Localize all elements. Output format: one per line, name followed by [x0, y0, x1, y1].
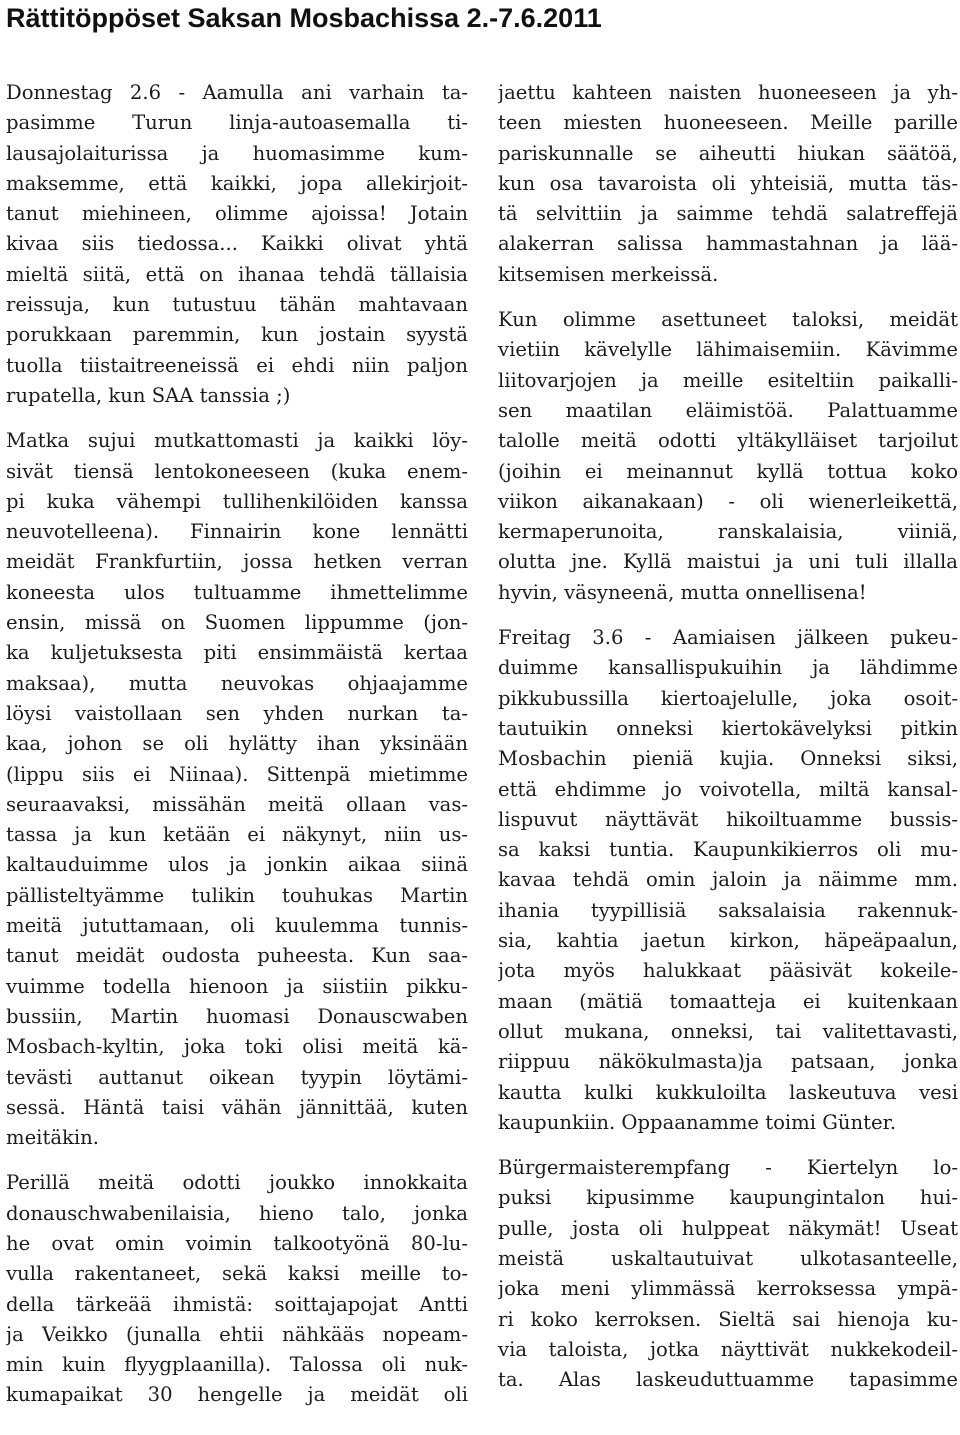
text-line: sessä. Häntä taisi vähän jännittää, kuten	[6, 1095, 468, 1119]
text-line: reissuja, kun tutustuu tähän mahtavaan	[6, 293, 468, 317]
text-line: rupatella, kun SAA tanssia ;)	[6, 383, 291, 407]
text-line: sia, kahtia jaetun kirkon, häpeäpaalun,	[498, 929, 958, 953]
text-line: Matka sujui mutkattomasti ja kaikki löy-	[6, 429, 468, 453]
text-line: pulle, josta oli hulppeat näkymät! Useat	[498, 1216, 958, 1240]
text-line: Freitag 3.6 - Aamiaisen jälkeen pukeu-	[498, 626, 958, 650]
text-line: että ehdimme jo voivotella, miltä kansal-	[498, 777, 958, 801]
text-line: puksi kipusimme kaupungintalon hui-	[498, 1186, 958, 1210]
text-line: Mosbachin pieniä kujia. Onneksi siksi,	[498, 747, 958, 771]
text-line: tä selvittiin ja saimme tehdä salatreffejä	[498, 202, 958, 226]
text-line: jaettu kahteen naisten huoneeseen ja yh-	[498, 81, 958, 104]
text-line: Perillä meitä odotti joukko innokkaita	[6, 1171, 468, 1195]
text-line: hyvin, väsyneenä, mutta onnellisena!	[498, 580, 867, 604]
text-line: Donnestag 2.6 - Aamulla ani varhain ta-	[6, 81, 468, 104]
text-line: maksemme, että kaikki, jopa allekirjoit-	[6, 171, 468, 195]
text-line: tautuikin onneksi kiertokävelyksi pitkin	[498, 716, 958, 740]
text-line: lispuvut näyttävät hikoiltuamme bussis-	[498, 807, 958, 831]
text-line: seuraavaksi, missähän meitä ollaan vas-	[6, 792, 468, 816]
text-line: (joihin ei meinannut kyllä tottua koko	[498, 459, 958, 483]
text-line: pasimme Turun linja-autoasemalla ti-	[6, 111, 468, 135]
text-line: tanut miehineen, olimme ajoissa! Jotain	[6, 202, 468, 226]
text-line: vulla rakentaneet, sekä kaksi meille to-	[6, 1262, 468, 1286]
text-line: min kuin flyygplaanilla). Talossa oli nuk-	[6, 1353, 468, 1377]
text-line: alakerran salissa hammastahnan ja lää-	[498, 232, 958, 256]
text-line: olutta jne. Kyllä maistui ja uni tuli illalla	[498, 550, 958, 574]
text-line: löysi vaistollaan sen yhden nurkan ta-	[6, 701, 468, 725]
text-line: meitäkin.	[6, 1126, 99, 1150]
text-line: ri koko kerroksen. Sieltä sai hienoja ku-	[498, 1307, 958, 1331]
text-line: pikkubussilla kiertoajelulle, joka osoit-	[498, 686, 958, 710]
text-line: kitsemisen merkeissä.	[498, 262, 719, 286]
text-line: neuvotelleena). Finnairin kone lennätti	[6, 520, 468, 544]
text-line: lausajolaiturissa ja huomasimme kum-	[6, 141, 468, 165]
text-line: della tärkeää ihmistä: soittajapojat Antti	[6, 1292, 468, 1316]
text-line: viikon aikanakaan) - oli wienerleikettä,	[498, 489, 958, 513]
text-line: sivät tiensä lentokoneeseen (kuka enem-	[6, 459, 468, 483]
text-line: kautta kulki kukkuloilta laskeutuva vesi	[498, 1080, 958, 1104]
text-line: meidät Frankfurtiin, jossa hetken verran	[6, 550, 468, 574]
text-line: mieltä siitä, että on ihanaa tehdä tällaisia	[6, 262, 468, 286]
text-line: donauschwabenilaisia, hieno talo, jonka	[6, 1201, 468, 1225]
text-line: kermaperunoita, ranskalaisia, viiniä,	[498, 520, 958, 544]
text-line: ihania tyypillisiä saksalaisia rakennuk-	[498, 898, 958, 922]
paragraph-burgermaister	[498, 1153, 958, 1395]
paragraph-arrival-house	[6, 1168, 468, 1410]
text-line: vietiin kävelylle lähimaisemiin. Kävimme	[498, 338, 958, 362]
text-line: ensin, missä on Suomen lippumme (jon-	[6, 611, 468, 635]
left-column	[6, 78, 468, 1411]
text-line: tevästi auttanut oikean tyypin löytämi-	[6, 1065, 468, 1089]
text-line: tuolla tiistaitreeneissä ei ehdi niin paljon	[6, 353, 468, 377]
text-line: duimme kansallispukuihin ja lähdimme	[498, 656, 958, 680]
document-title: Rättitöppöset Saksan Mosbachissa 2.-7.6.2011	[6, 3, 602, 33]
text-line: ollut mukana, onneksi, tai valitettavasti,	[498, 1019, 958, 1043]
text-line: Bürgermaisterempfang - Kiertelyn lo-	[498, 1156, 958, 1180]
text-line: kumapaikat 30 hengelle ja meidät oli	[6, 1383, 468, 1407]
text-line: kaa, johon se oli hylätty ihan yksinään	[6, 732, 468, 756]
text-line: ja Veikko (junalla ehtii nähkääs nopeam-	[6, 1322, 468, 1346]
text-line: kavaa tehdä omin jaloin ja näimme mm.	[498, 868, 958, 892]
text-line: riippuu näkökulmasta)ja patsaan, jonka	[498, 1050, 958, 1074]
text-line: kaupunkiin. Oppaanamme toimi Günter.	[498, 1110, 897, 1134]
paragraph-rooms	[498, 78, 958, 290]
text-line: tassa ja kun ketään ei näkynyt, niin us-	[6, 823, 468, 847]
paragraph-freitag-tour	[498, 623, 958, 1138]
text-line: sa kaksi tuntia. Kaupunkikierros oli mu-	[498, 838, 958, 862]
text-line: ta. Alas laskeuduttuamme tapasimme	[498, 1368, 958, 1392]
text-line: Mosbach-kyltin, joka toki olisi meitä kä-	[6, 1035, 468, 1059]
text-line: kaltauduimme ulos ja jonkin aikaa siinä	[6, 853, 468, 877]
text-line: porukkaan paremmin, kun jostain syystä	[6, 323, 468, 347]
text-line: kivaa siis tiedossa... Kaikki olivat yhtä	[6, 232, 468, 256]
text-line: pi kuka vähempi tullihenkilöiden kanssa	[6, 489, 468, 513]
text-line: via taloista, jotka näyttivät nukkekodeil-	[498, 1337, 958, 1361]
paragraph-donnestag-arrival	[6, 78, 468, 411]
text-line: joka meni ylimmässä kerroksessa ympä-	[498, 1277, 958, 1301]
text-line: pariskunnalle se aiheutti hiukan säätöä,	[498, 141, 958, 165]
text-line: teen miesten huoneeseen. Meille parille	[498, 111, 958, 135]
text-line: talolle meitä odotti yltäkylläiset tarjoilut	[498, 429, 958, 453]
text-line: meistä uskaltautuivat ulkotasanteelle,	[498, 1246, 958, 1270]
text-line: vuimme todella hienoon ja siistiin pikku-	[6, 974, 468, 998]
text-line: liitovarjojen ja meille esiteltiin paikalli-	[498, 368, 958, 392]
text-line: ka kuljetuksesta piti ensimmäistä kertaa	[6, 641, 468, 665]
text-line: he ovat omin voimin talkootyönä 80-lu-	[6, 1231, 468, 1255]
text-line: bussiin, Martin huomasi Donauscwaben	[6, 1004, 468, 1028]
text-line: maksaa), mutta neuvokas ohjaajamme	[6, 671, 468, 695]
text-line: meitä jututtamaan, oli kuulemma tunnis-	[6, 914, 468, 938]
text-line: (lippu siis ei Niinaa). Sittenpä mietimme	[6, 762, 468, 786]
paragraph-walk-dinner	[498, 305, 958, 608]
text-line: Kun olimme asettuneet taloksi, meidät	[498, 308, 958, 332]
text-line: kun osa tavaroista oli yhteisiä, mutta täs-	[498, 171, 958, 195]
text-line: koneesta ulos tultuamme ihmettelimme	[6, 580, 468, 604]
text-line: tanut meidät oudosta puheesta. Kun saa-	[6, 944, 468, 968]
text-line: jota myös halukkaat pääsivät kokeile-	[498, 959, 958, 983]
paragraph-flight-frankfurt	[6, 426, 468, 1153]
text-line: maan (mätiä tomaatteja ei kuitenkaan	[498, 989, 958, 1013]
right-column	[498, 78, 958, 1395]
text-line: pällisteltyämme tulikin touhukas Martin	[6, 883, 468, 907]
text-line: sen maatilan eläimistöä. Palattuamme	[498, 398, 958, 422]
